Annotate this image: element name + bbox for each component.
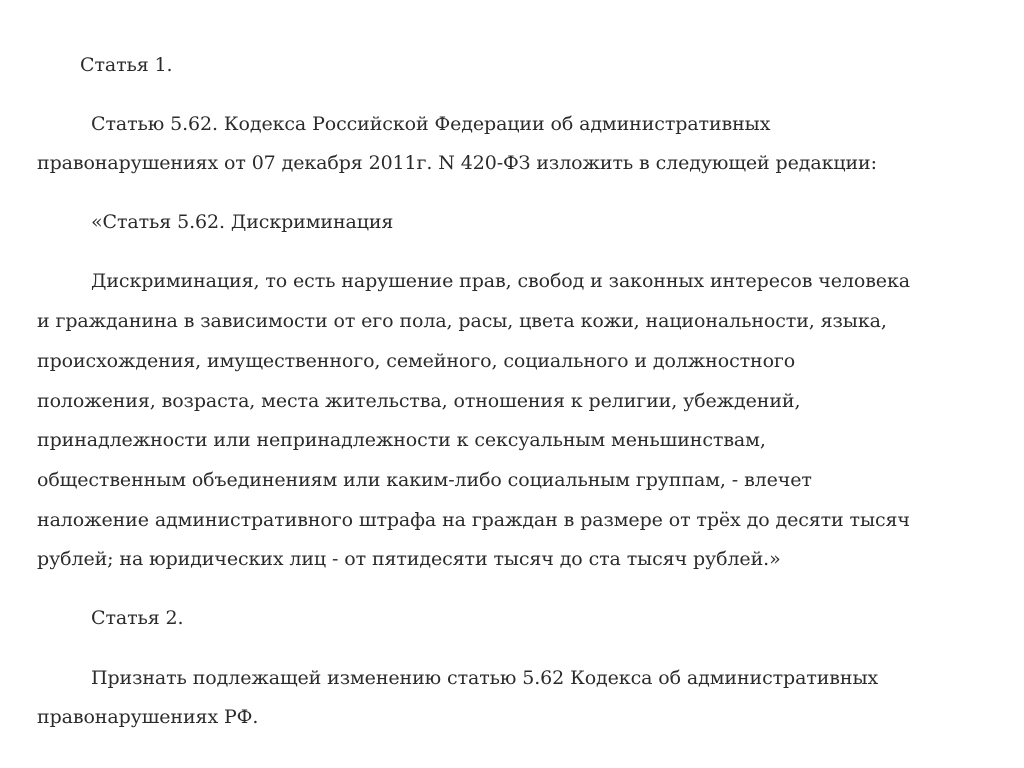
article-1-heading: Статья 1. — [80, 54, 173, 76]
quoted-article-title: «Статья 5.62. Дискриминация — [91, 211, 394, 233]
quoted-article-body-line: принадлежности или непринадлежности к сексуальным меньшинствам, — [37, 429, 766, 451]
quoted-article-body-line: положения, возраста, места жительства, отношения к религии, убеждений, — [37, 390, 801, 412]
article-1-intro-line: Статью 5.62. Кодекса Российской Федерации об административных — [91, 113, 771, 135]
quoted-article-body-line: наложение административного штрафа на граждан в размере от трёх до десяти тысяч — [37, 509, 910, 531]
quoted-article-body-line: Дискриминация, то есть нарушение прав, свобод и законных интересов человека — [91, 270, 910, 292]
article-2-body-line: Признать подлежащей изменению статью 5.62 Кодекса об административных — [91, 667, 879, 689]
article-2-heading: Статья 2. — [91, 607, 184, 629]
quoted-article-body-line: и гражданина в зависимости от его пола, расы, цвета кожи, национальности, языка, — [37, 310, 887, 332]
quoted-article-body-line: происхождения, имущественного, семейного, социального и должностного — [37, 350, 796, 372]
quoted-article-body-line: рублей; на юридических лиц - от пятидесяти тысяч до ста тысяч рублей.» — [37, 548, 781, 570]
quoted-article-body-line: общественным объединениям или каким-либо социальным группам, - влечет — [37, 469, 812, 491]
article-1-intro-line: правонарушениях от 07 декабря 2011г. N 420-ФЗ изложить в следующей редакции: — [37, 152, 877, 174]
article-2-body-line: правонарушениях РФ. — [37, 706, 259, 728]
